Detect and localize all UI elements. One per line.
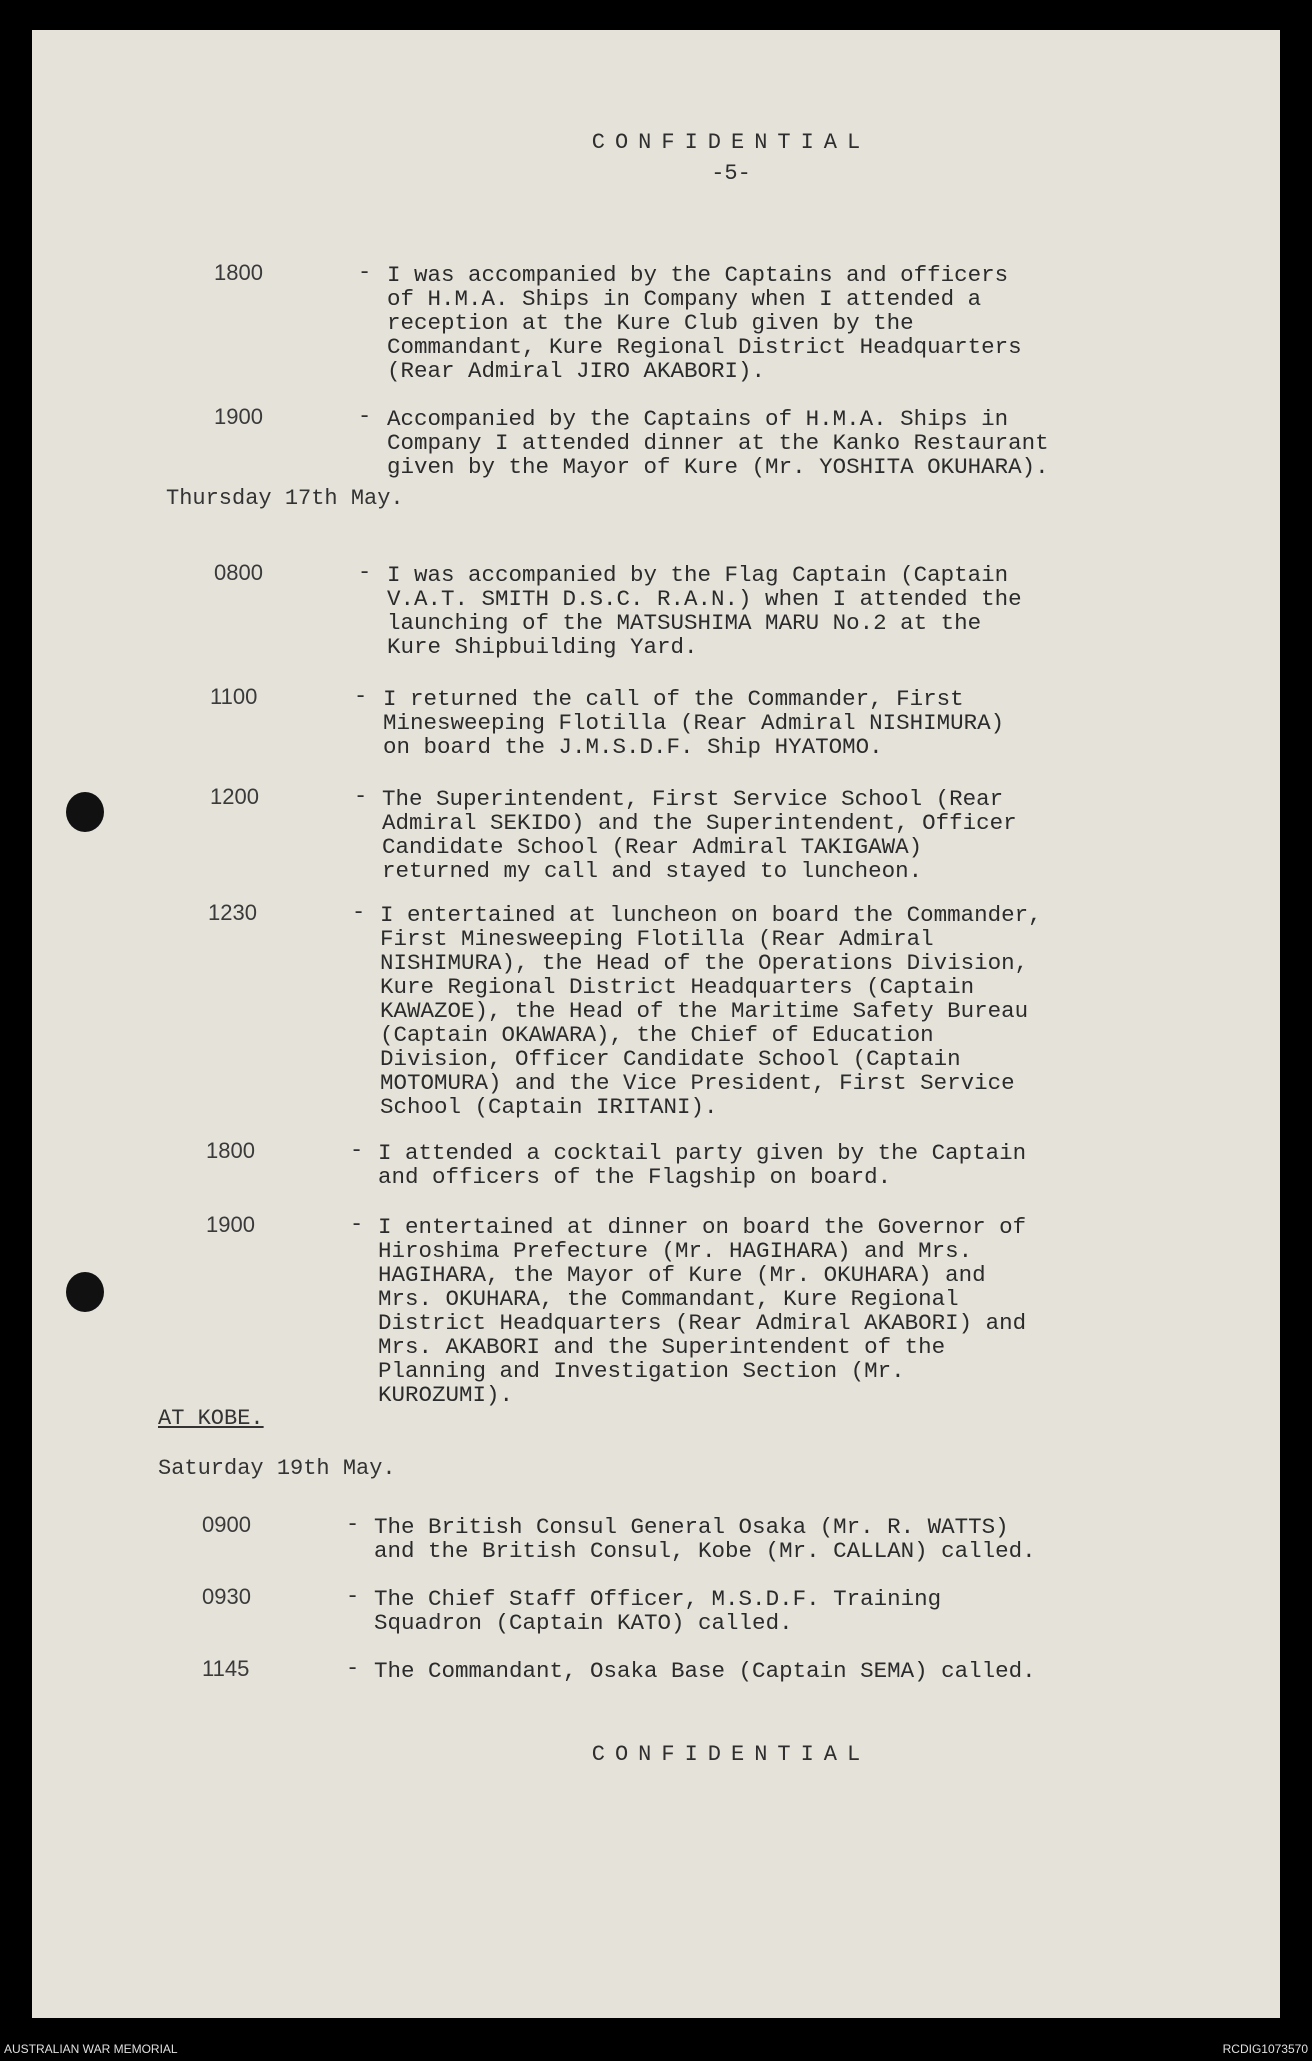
- entry-text: I was accompanied by the Captains and officers of H.M.A. Ships in Company when I attended a reception at the Kure Club given by the Commandant, Kure Regional District Headquarters (Rear Admiral JIRO AKABORI).: [387, 262, 1022, 384]
- punch-hole: [66, 792, 104, 832]
- day-heading-thursday: Thursday 17th May.: [166, 486, 404, 511]
- entry-time: 0900: [202, 1512, 251, 1537]
- entry-dash: -: [358, 560, 372, 585]
- entry-dash: -: [352, 900, 366, 925]
- archive-reference: RCDIG1073570: [1222, 2042, 1308, 2056]
- page-header: [32, 130, 1280, 186]
- entry-text: The Chief Staff Officer, M.S.D.F. Training Squadron (Captain KATO) called.: [374, 1586, 942, 1636]
- punch-hole: [66, 1272, 104, 1312]
- entry-dash: -: [346, 1584, 360, 1609]
- entry-time: 1100: [210, 684, 258, 709]
- entry-text: Accompanied by the Captains of H.M.A. Ships in Company I attended dinner at the Kanko Restaurant given by the Mayor of Kure (Mr. YOSHITA OKUHARA).: [387, 406, 1049, 480]
- entry-time: 1230: [208, 900, 257, 925]
- entry-time: 1800: [206, 1138, 255, 1163]
- entry-text: The British Consul General Osaka (Mr. R. WATTS) and the British Consul, Kobe (Mr. CALLAN) called.: [374, 1514, 1036, 1564]
- entry-dash: -: [354, 684, 368, 709]
- entry-dash: -: [358, 404, 372, 429]
- day-heading-saturday: Saturday 19th May.: [158, 1456, 396, 1481]
- entry-text: I entertained at luncheon on board the Commander, First Minesweeping Flotilla (Rear Admiral NISHIMURA), the Head of the Operations Division, Kure Regional District Headquarters (Captain KAWAZOE), the Head of the Maritime Safety Bureau (Captain OKAWARA), the Chief of Education Division, Officer Candidate School (Captain MOTOMURA) and the Vice President, First Service School (Captain IRITANI).: [380, 902, 1042, 1120]
- entry-text: I attended a cocktail party given by the Captain and officers of the Flagship on board.: [378, 1140, 1027, 1190]
- entry-dash: -: [350, 1138, 364, 1163]
- archive-name: AUSTRALIAN WAR MEMORIAL: [4, 2042, 178, 2056]
- entry-dash: -: [346, 1656, 360, 1681]
- document-page: [32, 30, 1280, 2018]
- page-number: -5-: [711, 161, 751, 186]
- entry-text: The Superintendent, First Service School (Rear Admiral SEKIDO) and the Superintendent, Officer Candidate School (Rear Admiral TAKIGAWA) returned my call and stayed to luncheon.: [382, 786, 1017, 884]
- entry-time: 1900: [214, 404, 263, 429]
- entry-time: 1800: [214, 260, 263, 285]
- entry-dash: -: [358, 260, 372, 285]
- page-footer: [32, 1742, 1280, 1767]
- confidential-footer: CONFIDENTIAL: [591, 1742, 871, 1767]
- entry-time: 0930: [202, 1584, 251, 1609]
- entry-text: I entertained at dinner on board the Governor of Hiroshima Prefecture (Mr. HAGIHARA) and Mrs. HAGIHARA, the Mayor of Kure (Mr. OKUHARA) and Mrs. OKUHARA, the Commandant, Kure Regional District Headquarters (Rear Admiral AKABORI) and Mrs. AKABORI and the Superintendent of the Planning and Investigation Section (Mr. KUROZUMI).: [378, 1214, 1027, 1408]
- entry-time: 1900: [206, 1212, 255, 1237]
- entry-dash: -: [346, 1512, 360, 1537]
- entry-dash: -: [354, 784, 368, 809]
- archive-footer-bar: [0, 2028, 1312, 2061]
- entry-time: 1145: [202, 1656, 250, 1681]
- entry-text: I was accompanied by the Flag Captain (Captain V.A.T. SMITH D.S.C. R.A.N.) when I attended the launching of the MATSUSHIMA MARU No.2 at the Kure Shipbuilding Yard.: [387, 562, 1022, 660]
- entry-text: The Commandant, Osaka Base (Captain SEMA) called.: [374, 1658, 1036, 1684]
- confidential-header: CONFIDENTIAL: [591, 130, 871, 155]
- section-heading-kobe: AT KOBE.: [158, 1406, 264, 1431]
- entry-text: I returned the call of the Commander, First Minesweeping Flotilla (Rear Admiral NISHIMURA) on board the J.M.S.D.F. Ship HYATOMO.: [383, 686, 1005, 760]
- entry-dash: -: [350, 1212, 364, 1237]
- entry-time: 0800: [214, 560, 263, 585]
- entry-time: 1200: [210, 784, 259, 809]
